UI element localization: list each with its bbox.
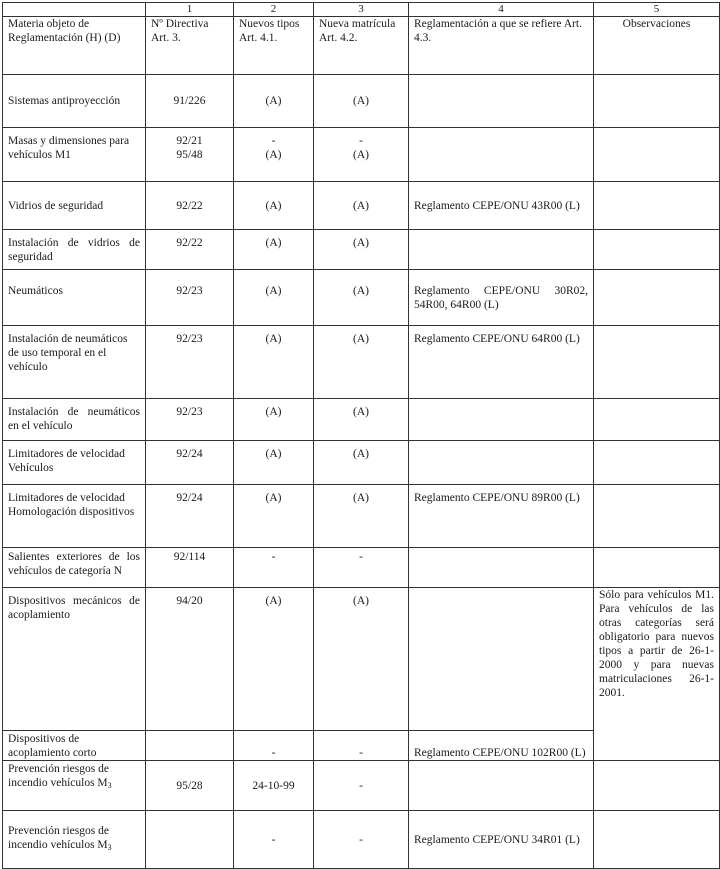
column-number-1: 1: [146, 3, 234, 17]
column-number-2: 2: [234, 3, 314, 17]
cell-nueva-matricula: (A): [314, 270, 409, 326]
cell-directiva: 95/28: [146, 761, 234, 811]
cell-nuevos-tipos: (A): [234, 230, 314, 270]
cell-reglamento: [409, 128, 594, 182]
regulation-table: [2, 2, 720, 869]
cell-nueva-matricula: (A): [314, 182, 409, 230]
cell-materia: Salientes exteriores de los vehículos de categoría N: [3, 548, 146, 588]
cell-reglamento: [409, 441, 594, 485]
cell-materia: Instalación de neumáticos en el vehículo: [3, 399, 146, 441]
cell-directiva: 92/24: [146, 441, 234, 485]
cell-nueva-matricula: (A): [314, 588, 409, 731]
column-number-row: [3, 3, 720, 17]
cell-materia: Instalación de neumáticos de uso temporal en el vehículo: [3, 326, 146, 399]
cell-reglamento: Reglamento CEPE/ONU 43R00 (L): [409, 182, 594, 230]
table-row: [3, 441, 720, 485]
cell-directiva: 92/24: [146, 485, 234, 548]
table-row: [3, 761, 720, 811]
cell-reglamento: Reglamento CEPE/ONU 30R02, 54R00, 64R00 (L): [409, 270, 594, 326]
cell-materia: Sistemas antiproyección: [3, 75, 146, 128]
cell-nueva-matricula: -: [314, 731, 409, 761]
cell-materia: [3, 761, 146, 811]
cell-reglamento: Reglamento CEPE/ONU 64R00 (L): [409, 326, 594, 399]
cell-observaciones: [594, 326, 720, 399]
table-row: [3, 326, 720, 399]
cell-nuevos-tipos: (A): [234, 182, 314, 230]
column-number-3: 3: [314, 3, 409, 17]
cell-nuevos-tipos: (A): [234, 485, 314, 548]
column-number-5: 5: [594, 3, 720, 17]
cell-materia: Dispositivos de acoplamiento corto: [3, 731, 146, 761]
table-row: [3, 485, 720, 548]
cell-nuevos-tipos: (A): [234, 441, 314, 485]
cell-observaciones: [594, 441, 720, 485]
cell-reglamento: Reglamento CEPE/ONU 89R00 (L): [409, 485, 594, 548]
cell-directiva: 92/114: [146, 548, 234, 588]
cell-reglamento: [409, 230, 594, 270]
table-row: [3, 182, 720, 230]
cell-directiva: 92/23: [146, 270, 234, 326]
table-row: [3, 75, 720, 128]
cell-nueva-matricula: (A): [314, 326, 409, 399]
cell-observaciones: [594, 182, 720, 230]
header-directiva: Nº Directiva Art. 3.: [146, 17, 234, 75]
cell-nuevos-tipos: -: [234, 548, 314, 588]
cell-materia: Instalación de vidrios de seguridad: [3, 230, 146, 270]
materia-subscript: 3: [107, 843, 112, 852]
cell-observaciones: [594, 230, 720, 270]
cell-materia: Dispositivos mecánicos de acoplamiento: [3, 588, 146, 731]
table-row: [3, 270, 720, 326]
cell-directiva: 92/22: [146, 230, 234, 270]
cell-reglamento: [409, 761, 594, 811]
cell-reglamento: Reglamento CEPE/ONU 102R00 (L): [409, 731, 594, 761]
cell-nueva-matricula: -: [314, 761, 409, 811]
cell-observaciones: [594, 548, 720, 588]
cell-reglamento: [409, 75, 594, 128]
cell-directiva: 92/21 95/48: [146, 128, 234, 182]
header-observaciones: Observaciones: [594, 17, 720, 75]
column-number-0: [3, 3, 146, 17]
cell-reglamento: [409, 399, 594, 441]
cell-observaciones: [594, 399, 720, 441]
cell-materia: [3, 811, 146, 869]
cell-reglamento: [409, 548, 594, 588]
header-materia: Materia objeto de Reglamentación (H) (D): [3, 17, 146, 75]
cell-nuevos-tipos: (A): [234, 270, 314, 326]
materia-text: Prevención riesgos de incendio vehículos M: [8, 825, 109, 851]
cell-nueva-matricula: (A): [314, 75, 409, 128]
materia-text: Prevención riesgos de incendio vehículos M: [8, 763, 109, 789]
header-nuevos-tipos: Nuevos tipos Art. 4.1.: [234, 17, 314, 75]
cell-materia: Masas y dimensiones para vehículos M1: [3, 128, 146, 182]
cell-nueva-matricula: - (A): [314, 128, 409, 182]
cell-nueva-matricula: (A): [314, 230, 409, 270]
table-row: [3, 588, 720, 731]
cell-materia: Vidrios de seguridad: [3, 182, 146, 230]
header-row: [3, 17, 720, 75]
table-row: [3, 230, 720, 270]
cell-observaciones-note: Sólo para vehículos M1. Para vehículos de las otras categorías será obligatorio para nuevos tipos a partir de 26-1-2000 y para nuevas matriculaciones 26-1-2001.: [594, 588, 720, 761]
cell-observaciones: [594, 485, 720, 548]
cell-directiva: 91/226: [146, 75, 234, 128]
cell-nuevos-tipos: (A): [234, 326, 314, 399]
cell-observaciones: [594, 761, 720, 811]
cell-directiva: 94/20: [146, 588, 234, 731]
cell-nuevos-tipos: - (A): [234, 128, 314, 182]
table-row: [3, 399, 720, 441]
cell-nuevos-tipos: 24-10-99: [234, 761, 314, 811]
cell-nueva-matricula: (A): [314, 485, 409, 548]
cell-directiva: [146, 731, 234, 761]
cell-nuevos-tipos: (A): [234, 75, 314, 128]
cell-observaciones: [594, 811, 720, 869]
cell-observaciones: [594, 128, 720, 182]
cell-reglamento: [409, 588, 594, 731]
cell-observaciones: [594, 270, 720, 326]
cell-materia: Limitadores de velocidad Homologación dispositivos: [3, 485, 146, 548]
cell-nueva-matricula: -: [314, 548, 409, 588]
cell-nuevos-tipos: -: [234, 731, 314, 761]
table-row: [3, 548, 720, 588]
header-reglamentacion: Reglamentación a que se refiere Art. 4.3.: [409, 17, 594, 75]
cell-nuevos-tipos: -: [234, 811, 314, 869]
cell-reglamento: Reglamento CEPE/ONU 34R01 (L): [409, 811, 594, 869]
cell-nuevos-tipos: (A): [234, 588, 314, 731]
table-row: [3, 128, 720, 182]
cell-directiva: 92/23: [146, 326, 234, 399]
table-row: [3, 811, 720, 869]
column-number-4: 4: [409, 3, 594, 17]
cell-directiva: [146, 811, 234, 869]
cell-directiva: 92/23: [146, 399, 234, 441]
header-nueva-matricula: Nueva matrícula Art. 4.2.: [314, 17, 409, 75]
cell-directiva: 92/22: [146, 182, 234, 230]
cell-observaciones: [594, 75, 720, 128]
cell-nueva-matricula: (A): [314, 441, 409, 485]
cell-nueva-matricula: (A): [314, 399, 409, 441]
cell-nuevos-tipos: (A): [234, 399, 314, 441]
cell-materia: Neumáticos: [3, 270, 146, 326]
materia-subscript: 3: [107, 781, 112, 790]
cell-materia: Limitadores de velocidad Vehículos: [3, 441, 146, 485]
cell-nueva-matricula: -: [314, 811, 409, 869]
